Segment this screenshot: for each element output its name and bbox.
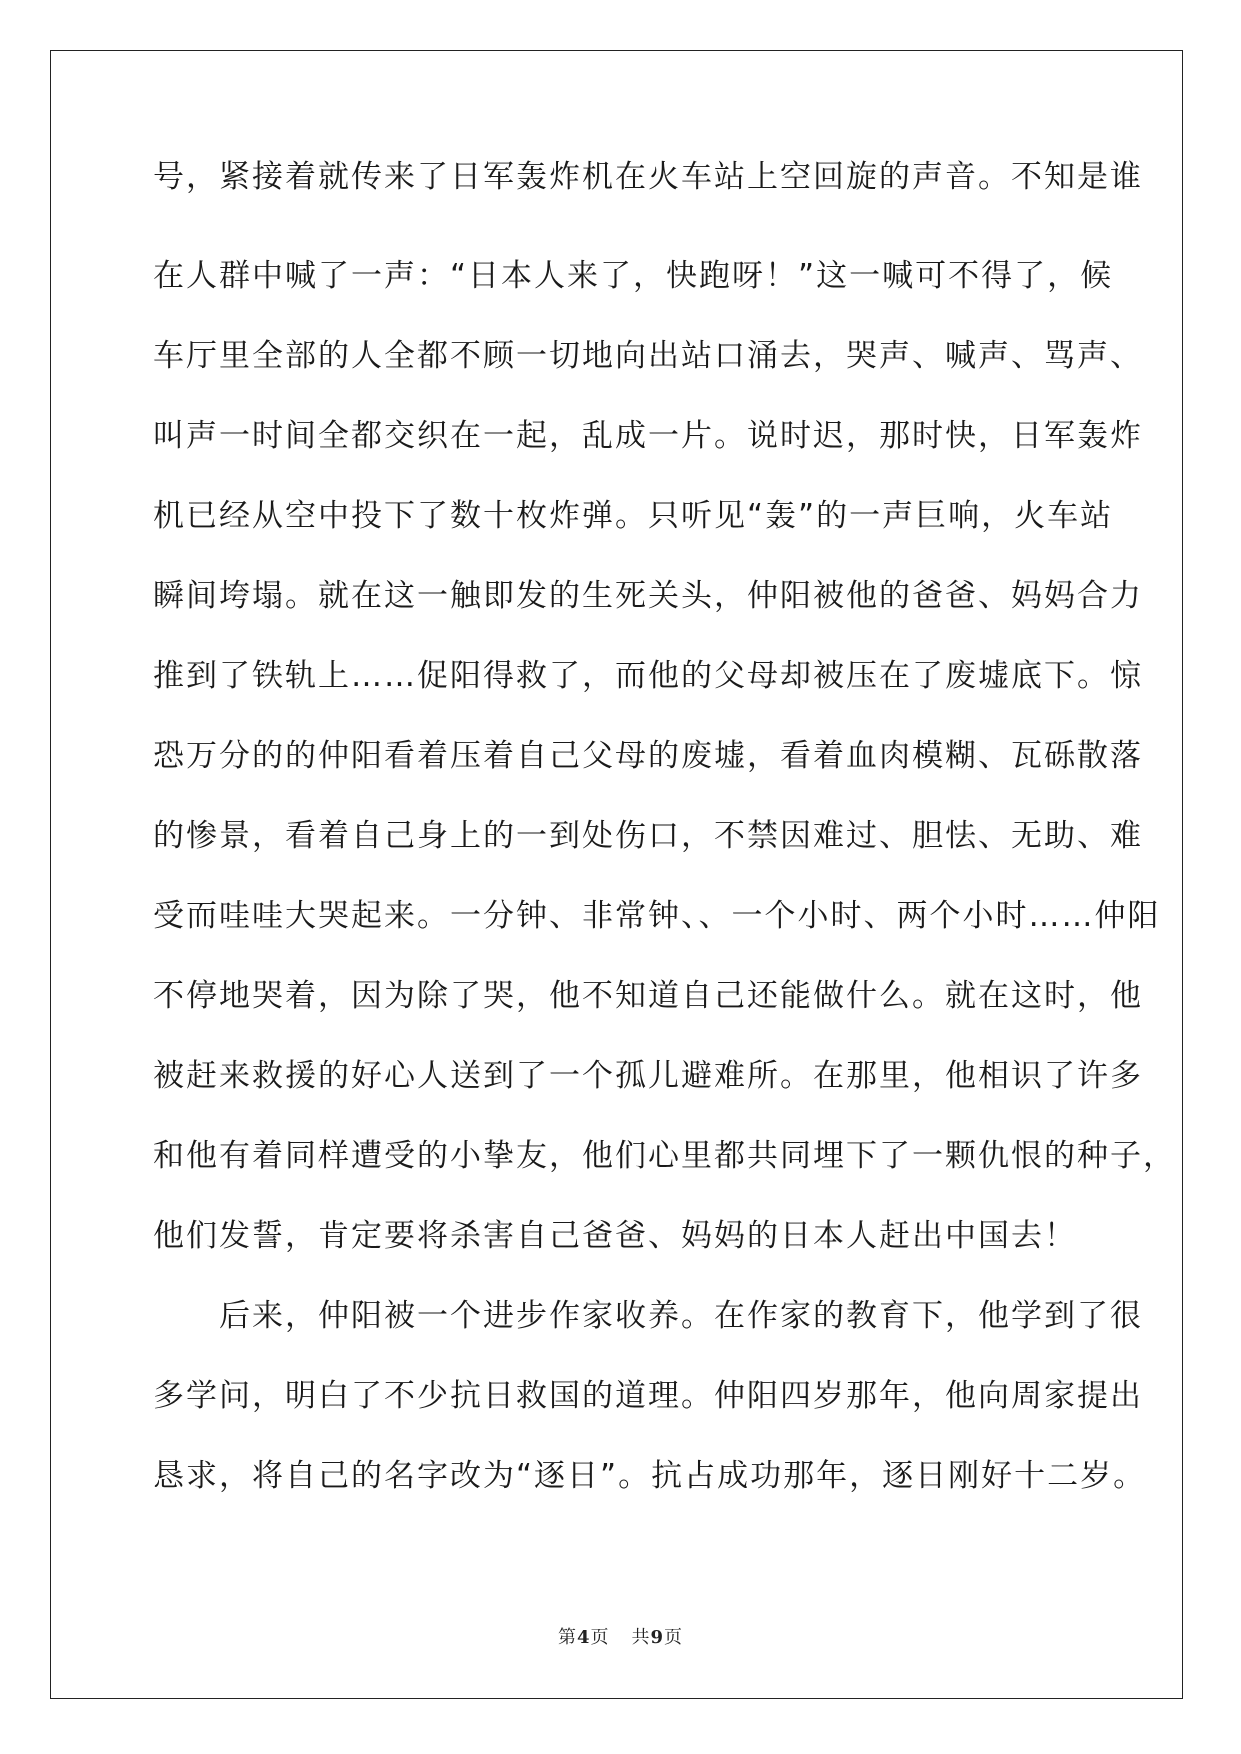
text-line: 多学问，明白了不少抗日救国的道理。仲阳四岁那年，他向周家提出 [153, 1378, 1143, 1414]
text-line: 不停地哭着，因为除了哭，他不知道自己还能做什么。就在这时，他 [153, 978, 1143, 1014]
text-line: 叫声一时间全都交织在一起，乱成一片。说时迟，那时快，日军轰炸 [153, 418, 1143, 454]
current-page-number: 4 [576, 1627, 591, 1648]
text-line: 的惨景，看着自己身上的一到处伤口，不禁因难过、胆怯、无助、难 [153, 818, 1143, 854]
text-line: 车厅里全部的人全都不顾一切地向出站口涌去，哭声、喊声、骂声、 [153, 338, 1143, 374]
text-line: 和他有着同样遭受的小挚友，他们心里都共同埋下了一颗仇恨的种子， [153, 1138, 1176, 1174]
footer-total-suffix: 页 [664, 1627, 684, 1648]
text-line: 机已经从空中投下了数十枚炸弹。只听见“轰”的一声巨响，火车站 [153, 498, 1114, 534]
text-line: 号，紧接着就传来了日军轰炸机在火车站上空回旋的声音。不知是谁 [153, 159, 1143, 195]
text-line: 他们发誓，肯定要将杀害自己爸爸、妈妈的日本人赶出中国去！ [153, 1218, 1077, 1254]
text-line: 被赶来救援的好心人送到了一个孤儿避难所。在那里，他相识了许多 [153, 1058, 1143, 1094]
total-pages-number: 9 [650, 1627, 665, 1648]
page-footer [0, 1623, 1241, 1649]
paragraph-start-line: 后来，仲阳被一个进步作家收养。在作家的教育下，他学到了很 [153, 1298, 1143, 1334]
text-line: 推到了铁轨上……促阳得救了，而他的父母却被压在了废墟底下。惊 [153, 658, 1143, 694]
text-line: 在人群中喊了一声：“日本人来了，快跑呀！”这一喊可不得了，候 [153, 258, 1114, 294]
footer-total-prefix: 共 [631, 1627, 651, 1648]
document-body [153, 156, 1176, 1516]
text-line: 恳求，将自己的名字改为“逐日”。抗占成功那年，逐日刚好十二岁。 [153, 1458, 1147, 1494]
footer-prefix: 第 [557, 1627, 577, 1648]
text-line: 恐万分的的仲阳看着压着自己父母的废墟，看着血肉模糊、瓦砾散落 [153, 738, 1143, 774]
text-line: 受而哇哇大哭起来。一分钟、非常钟、、一个小时、两个小时……仲阳 [153, 898, 1161, 934]
footer-page-suffix: 页 [590, 1627, 610, 1648]
text-line: 瞬间垮塌。就在这一触即发的生死关头，仲阳被他的爸爸、妈妈合力 [153, 578, 1143, 614]
